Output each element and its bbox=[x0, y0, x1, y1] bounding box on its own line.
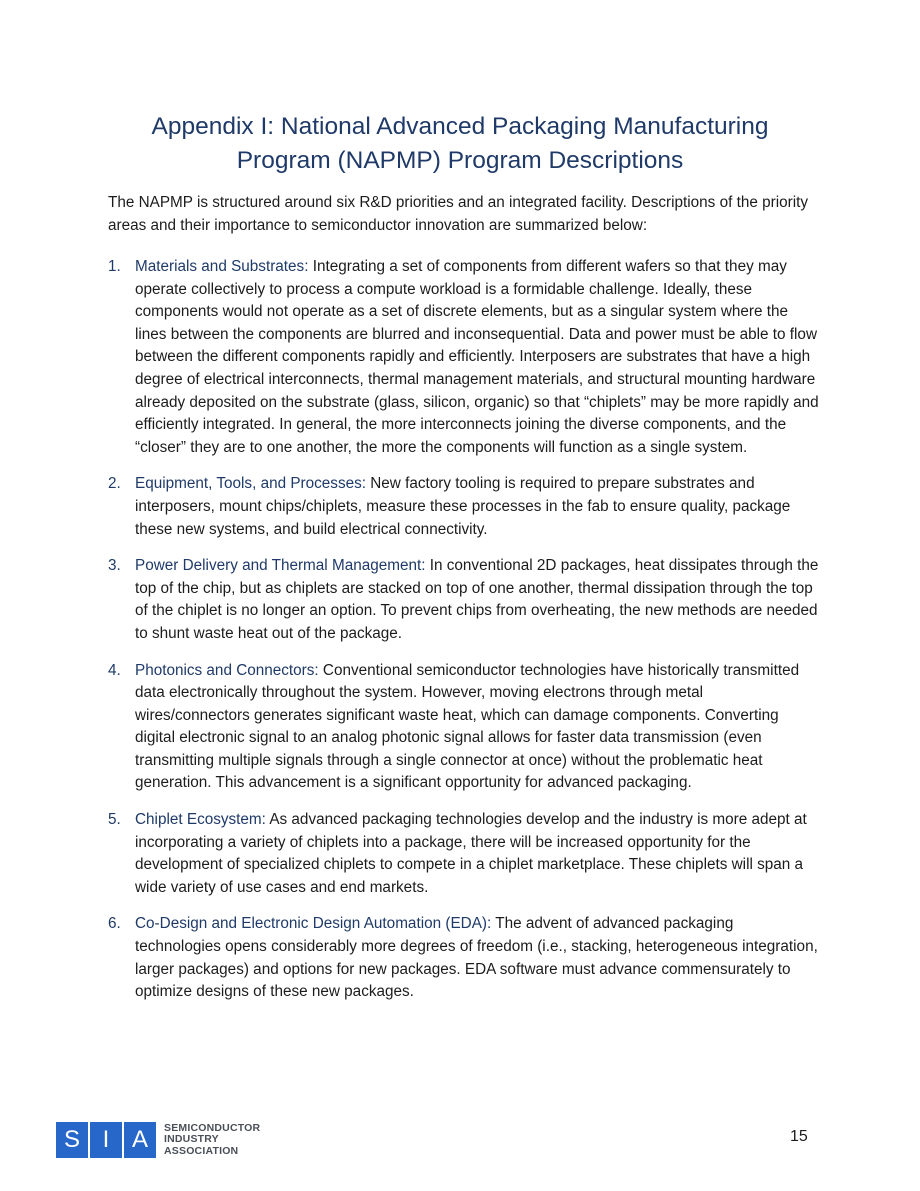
item-heading: Materials and Substrates: bbox=[135, 258, 309, 275]
item-text: Integrating a set of components from different wafers so that they may operate collectively to process a compute workload is a formidable challenge. Ideally, these components would not operate as a set of discrete elements, but as a singular system where the lines between the components are blurred and inconsequential. Data and power must be able to flow between the different components rapidly and efficiently. Interposers are substrates that have a high degree of electrical interconnects, thermal management materials, and structural mounting hardware already deposited on the substrate (glass, silicon, organic) so that “chiplets” may be more rapidly and efficiently integrated. In general, the more interconnects joining the diverse components, and the “closer” they are to one another, the more the components will function as a single system. bbox=[135, 258, 819, 456]
logo-line-1: SEMICONDUCTOR bbox=[164, 1121, 261, 1134]
item-text: The advent of advanced packaging technologies opens considerably more degrees of freedom (i.e., stacking, heterogeneous integration, larger packages) and options for new packages. EDA software must advance commensurately to optimize designs of these new packages. bbox=[135, 915, 818, 1001]
item-text: Conventional semiconductor technologies have historically transmitted data electronically throughout the system. However, moving electrons through metal wires/connectors generates significant waste heat, which can damage components. Converting digital electronic signal to an analog photonic signal allows for faster data transmission (even transmitting multiple signals through a single connector at once) without the problematic heat generation. This advancement is a significant opportunity for advanced packaging. bbox=[135, 661, 800, 792]
item-number: 6. bbox=[108, 915, 121, 933]
item-text: In conventional 2D packages, heat dissipates through the top of the chip, but as chiplets are stacked on top of one another, thermal dissipation through the top of the chiplet is no longer an option. To prevent chips from overheating, the new methods are needed to shunt waste heat out of the package. bbox=[135, 557, 819, 642]
page-title bbox=[60, 110, 860, 178]
logo-line-3: ASSOCIATION bbox=[164, 1144, 239, 1157]
logo-letter-s: S bbox=[56, 1122, 88, 1158]
page-number: 15 bbox=[790, 1128, 808, 1145]
list-item bbox=[108, 809, 820, 899]
sia-logo bbox=[56, 1121, 260, 1159]
intro-paragraph: The NAPMP is structured around six R&D priorities and an integrated facility. Descriptions of the priority areas and their importance to semiconductor innovation are summarized below: bbox=[108, 194, 808, 234]
item-heading: Co-Design and Electronic Design Automation (EDA): bbox=[135, 915, 492, 933]
item-text: New factory tooling is required to prepare substrates and interposers, mount chips/chiplets, measure these processes in the fab to ensure quality, package these new systems, and build electrical connectivity. bbox=[135, 475, 791, 538]
logo-line-2: INDUSTRY bbox=[164, 1133, 219, 1146]
list-item bbox=[108, 913, 820, 1003]
list-item bbox=[108, 256, 820, 459]
item-heading: Chiplet Ecosystem: bbox=[135, 811, 266, 829]
item-number: 3. bbox=[108, 557, 121, 575]
logo-letter-i: I bbox=[90, 1122, 122, 1158]
title-line-1: Appendix I: National Advanced Packaging Manufacturing bbox=[151, 113, 769, 140]
item-number: 5. bbox=[108, 811, 121, 829]
item-number: 4. bbox=[108, 661, 121, 679]
list-item bbox=[108, 555, 820, 645]
item-heading: Power Delivery and Thermal Management: bbox=[135, 557, 426, 575]
sia-logo-wordmark bbox=[164, 1123, 260, 1158]
title-line-2: Program (NAPMP) Program Descriptions bbox=[236, 147, 684, 174]
item-heading: Equipment, Tools, and Processes: bbox=[135, 475, 366, 493]
priority-list bbox=[108, 256, 820, 1018]
item-number: 1. bbox=[108, 258, 121, 275]
sia-logo-mark bbox=[56, 1122, 158, 1158]
logo-letter-a: A bbox=[124, 1122, 156, 1158]
item-text: As advanced packaging technologies develop and the industry is more adept at incorporating a variety of chiplets into a package, there will be increased opportunity for the development of specialized chiplets to compete in a chiplet marketplace. These chiplets will span a wide variety of use cases and end markets. bbox=[135, 811, 807, 896]
list-item bbox=[108, 660, 820, 796]
item-heading: Photonics and Connectors: bbox=[135, 661, 319, 679]
list-item bbox=[108, 473, 820, 541]
item-number: 2. bbox=[108, 475, 121, 493]
